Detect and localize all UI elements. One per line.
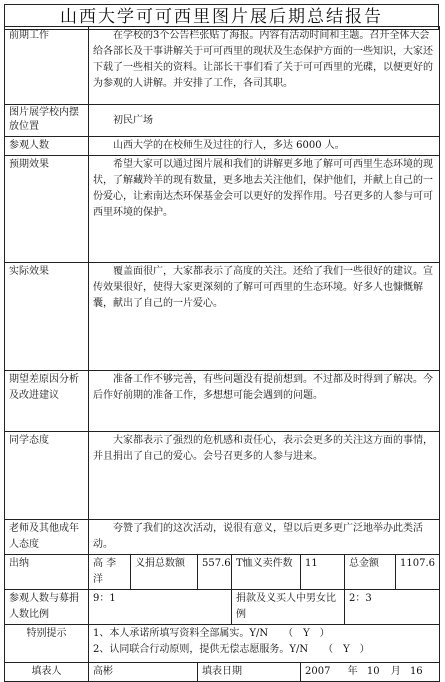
- row-improve: [5, 371, 440, 432]
- teacher-label: 老师及其他成年人态度: [5, 520, 89, 555]
- row-attitude: [5, 432, 440, 520]
- location-label: 图片展学校内摆放位置: [5, 105, 89, 137]
- total-value: 1107.6: [396, 555, 440, 590]
- row-ratio: [5, 590, 440, 625]
- special-line-2: 2、认同联合行动原则，提供无偿志愿服务。Y/N （ Y ）: [93, 644, 370, 655]
- attitude-label: 同学态度: [5, 432, 89, 520]
- row-filler: [5, 663, 440, 682]
- report-title: 山西大学可可西里图片展后期总结报告: [4, 4, 439, 30]
- ratio-value: 9：1: [89, 590, 232, 625]
- gender-ratio-label: 捐款及义买人中男女比例: [232, 590, 345, 625]
- date-year-unit: 年: [347, 666, 358, 677]
- row-location: [5, 105, 440, 137]
- location-text: 初民广场: [89, 105, 440, 137]
- date-label: 填表日期: [198, 663, 301, 682]
- early-work-label: 前期工作: [5, 27, 89, 105]
- row-cashier: [5, 555, 440, 590]
- participants-label: 参观人数: [5, 137, 89, 156]
- actual-text: 覆盖面很广，大家都表示了高度的关注。还给了我们一些很好的建议。宣传效果很好，使得大家更深刻的了解可可西里的生态环境。好多人也慷慨解囊，献出了自己的一片爱心。: [89, 263, 440, 371]
- row-special: [5, 625, 440, 663]
- report-table: [4, 26, 440, 682]
- row-teacher: [5, 520, 440, 555]
- donation-value: 557.6: [198, 555, 232, 590]
- early-work-text: 在学校的3个公告栏张贴了海报。内容有活动时间和主题。召开全体大会给各部长及干事讲解关于可可西里的现状及生态保护方面的一些知识，大家还下载了一些相关的资料。让部长干事们看了关于可可西里的光碟，以便更好的为参观的人讲解。并安排了工作，各司其职。: [89, 27, 440, 105]
- date-day: 16: [409, 666, 423, 677]
- report-page: [4, 0, 441, 680]
- expected-text: 希望大家可以通过图片展和我们的讲解更多地了解可可西里生态环境的现状，了解藏羚羊的现有数量，更多地去关注他们，保护他们，并献上自己的一份爱心，让索南达杰环保基金会可以更好的发挥作用。号召更多的人参与可可西里环境的保护。: [89, 156, 440, 263]
- special-notes: [89, 625, 440, 663]
- donation-label: 义捐总数额: [131, 555, 198, 590]
- actual-label: 实际效果: [5, 263, 89, 371]
- cashier-name: 高 李洋: [89, 555, 131, 590]
- row-expected: [5, 156, 440, 263]
- expected-label: 预期效果: [5, 156, 89, 263]
- cashier-label: 出纳: [5, 555, 89, 590]
- date-value: [301, 663, 440, 682]
- improve-text: 准备工作不够完善，有些问题没有提前想到。不过都及时得到了解决。今后作好前期的准备工作，多想想可能会遇到的问题。: [89, 371, 440, 432]
- date-month: 10: [366, 666, 380, 677]
- row-actual: [5, 263, 440, 371]
- improve-label: 期望差原因分析及改进建议: [5, 371, 89, 432]
- teacher-text: 夸赞了我们的这次活动，说很有意义，望以后更多更广泛地举办此类活动。: [89, 520, 440, 555]
- tshirt-value: 11: [301, 555, 345, 590]
- row-early-work: [5, 27, 440, 105]
- tshirt-label: T恤义卖件数: [232, 555, 301, 590]
- date-year: 2007: [305, 666, 331, 677]
- special-label: 特别提示: [5, 625, 89, 663]
- total-label: 总金额: [345, 555, 396, 590]
- row-participants: [5, 137, 440, 156]
- date-month-unit: 月: [390, 666, 401, 677]
- special-line-1: 1、本人承诺所填写资料全部属实。Y/N （ Y ）: [93, 628, 330, 639]
- filler-label: 填表人: [5, 663, 89, 682]
- filler-name: 高彬: [89, 663, 198, 682]
- gender-ratio-value: 2：3: [345, 590, 440, 625]
- participants-text: 山西大学的在校师生及过往的行人，多达 6000 人。: [89, 137, 440, 156]
- attitude-text: 大家都表示了强烈的危机感和责任心，表示会更多的关注这方面的事情，并且捐出了自己的爱心。会号召更多的人参与进来。: [89, 432, 440, 520]
- ratio-label: 参观人数与募捐人数比例: [5, 590, 89, 625]
